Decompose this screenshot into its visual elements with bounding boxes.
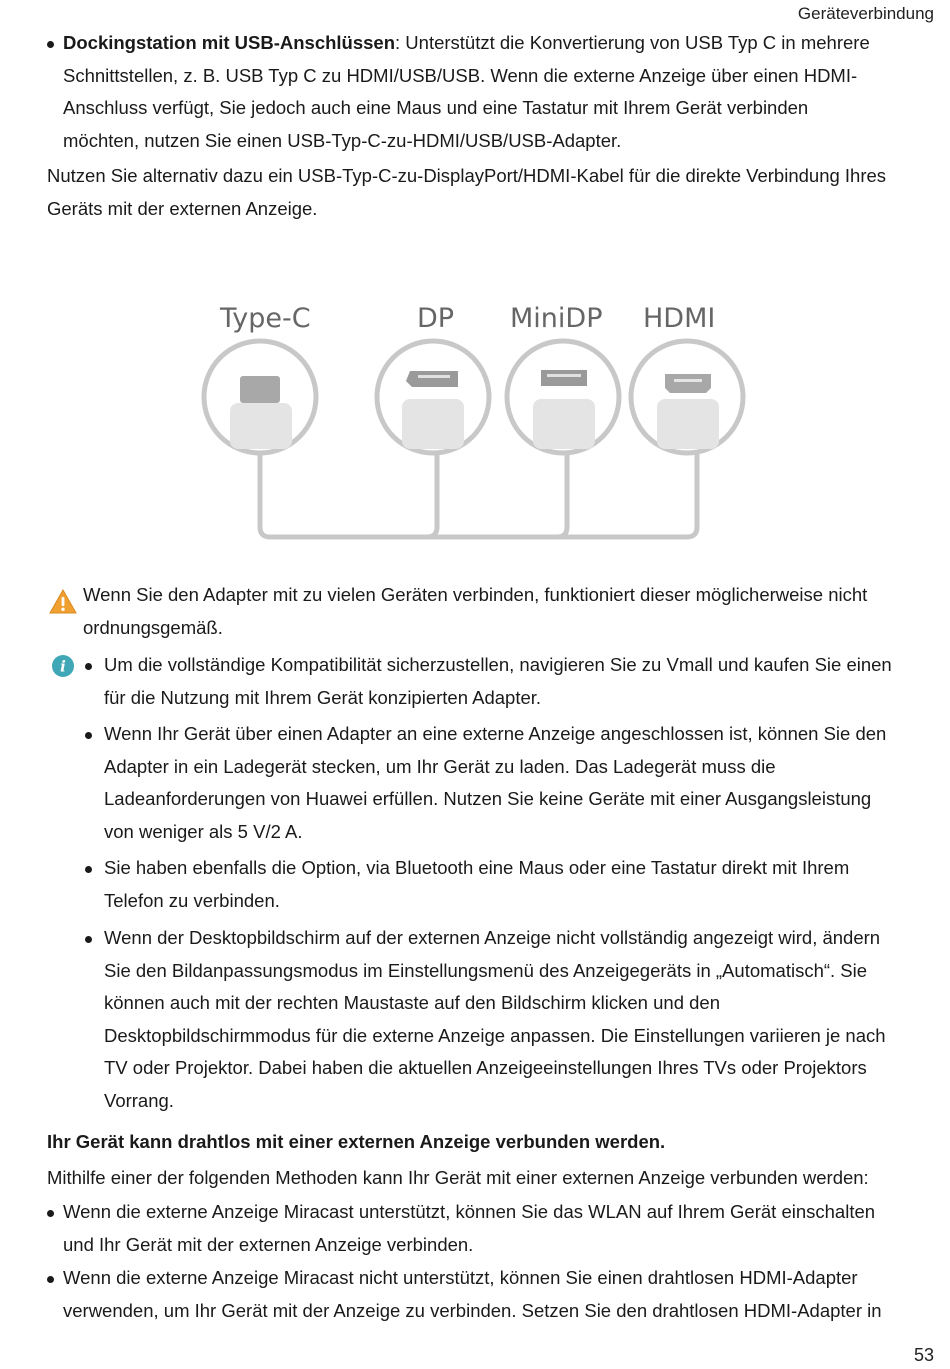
bullet-dot bbox=[85, 663, 92, 670]
intro-bullet-line: möchten, nutzen Sie einen USB-Typ-C-zu-HDMI/USB/USB-Adapter. bbox=[63, 129, 622, 151]
info-line: Vorrang. bbox=[104, 1089, 174, 1111]
plug-pins bbox=[674, 379, 702, 382]
info-item bbox=[104, 852, 934, 917]
info-line: von weniger als 5 V/2 A. bbox=[104, 820, 303, 842]
bullet-dot bbox=[47, 41, 54, 48]
connector-label-hdmi: HDMI bbox=[643, 303, 716, 334]
info-line: Sie haben ebenfalls die Option, via Bluetooth eine Maus oder eine Tastatur direkt mit Ihrem bbox=[104, 857, 850, 878]
plug-tip bbox=[406, 371, 458, 387]
plug-body bbox=[402, 399, 464, 449]
section-title: Geräteverbindung bbox=[797, 4, 934, 23]
bullet-dot bbox=[85, 732, 92, 739]
paragraph-line: Geräts mit der externen Anzeige. bbox=[47, 197, 318, 219]
plug-body bbox=[657, 399, 719, 449]
plug-pins bbox=[418, 375, 450, 378]
plug-body bbox=[230, 403, 292, 449]
connector-label-minidp: MiniDP bbox=[510, 303, 603, 334]
cable bbox=[427, 447, 437, 537]
intro-bullet bbox=[63, 27, 933, 157]
info-line: können auch mit der rechten Maustaste auf den Bildschirm klicken und den bbox=[104, 992, 720, 1013]
intro-bullet-line: : Unterstützt die Konvertierung von USB Typ C in mehrere bbox=[395, 32, 870, 53]
info-line: Ladeanforderungen von Huawei erfüllen. Nutzen Sie keine Geräte mit einer Ausgangsleistung bbox=[104, 788, 872, 809]
connector-diagram bbox=[190, 295, 760, 545]
info-line: Wenn Ihr Gerät über einen Adapter an eine externe Anzeige angeschlossen ist, können Sie den bbox=[104, 723, 887, 744]
plug-body bbox=[533, 399, 595, 449]
cable bbox=[557, 447, 567, 537]
intro-bullet-line: Schnittstellen, z. B. USB Typ C zu HDMI/USB/USB. Wenn die externe Anzeige über einen HDMI- bbox=[63, 64, 858, 86]
plug-tip bbox=[541, 370, 587, 386]
page-number: 53 bbox=[913, 1345, 934, 1365]
info-line: Telefon zu verbinden. bbox=[104, 889, 280, 911]
info-line: TV oder Projektor. Dabei haben die aktuellen Anzeigeeinstellungen Ihres TVs oder Projektors bbox=[104, 1057, 867, 1078]
connector-label-dp: DP bbox=[417, 303, 455, 334]
wireless-intro: Mithilfe einer der folgenden Methoden kann Ihr Gerät mit einer externen Anzeige verbunden werden: bbox=[47, 1167, 869, 1188]
wireless-line: Wenn die externe Anzeige Miracast nicht unterstützt, können Sie einen drahtlosen HDMI-Adapter bbox=[63, 1267, 858, 1288]
connector-label-type-c: Type-C bbox=[220, 303, 311, 334]
bullet-dot bbox=[47, 1276, 54, 1283]
section-heading: Ihr Gerät kann drahtlos mit einer externen Anzeige verbunden werden. bbox=[47, 1131, 666, 1152]
warning-line: Wenn Sie den Adapter mit zu vielen Geräten verbinden, funktioniert dieser möglicherweise nicht bbox=[83, 584, 868, 605]
bullet-dot bbox=[85, 936, 92, 943]
info-line: für die Nutzung mit Ihrem Gerät konzipierten Adapter. bbox=[104, 686, 542, 708]
info-item bbox=[104, 649, 934, 714]
wireless-item bbox=[63, 1262, 933, 1327]
plug-tip bbox=[665, 374, 711, 393]
info-item bbox=[104, 718, 934, 848]
info-line: Adapter in ein Ladegerät stecken, um Ihr Gerät zu laden. Das Ladegerät muss die bbox=[104, 755, 776, 777]
info-line: Sie den Bildanpassungsmodus im Einstellungsmenü des Anzeigegeräts in „Automatisch“. Sie bbox=[104, 959, 868, 981]
plug-pins bbox=[547, 374, 581, 377]
cable bbox=[260, 447, 697, 537]
info-line: Um die vollständige Kompatibilität sicherzustellen, navigieren Sie zu Vmall und kaufen Sie einen bbox=[104, 654, 892, 675]
info-line: Desktopbildschirmmodus für die externe Anzeige anpassen. Die Einstellungen variieren je nach bbox=[104, 1024, 886, 1046]
bullet-dot bbox=[47, 1210, 54, 1217]
warning-icon bbox=[49, 589, 77, 614]
info-icon bbox=[51, 654, 75, 678]
svg-text:i: i bbox=[60, 657, 66, 676]
intro-bullet-bold: Dockingstation mit USB-Anschlüssen bbox=[63, 32, 396, 53]
wireless-item bbox=[63, 1196, 933, 1261]
intro-paragraph bbox=[47, 160, 927, 225]
warning-line: ordnungsgemäß. bbox=[83, 616, 223, 638]
info-line: Wenn der Desktopbildschirm auf der externen Anzeige nicht vollständig angezeigt wird, ändern bbox=[104, 927, 881, 948]
wireless-line: Wenn die externe Anzeige Miracast unterstützt, können Sie das WLAN auf Ihrem Gerät einschalten bbox=[63, 1201, 876, 1222]
paragraph-line: Nutzen Sie alternativ dazu ein USB-Typ-C-zu-DisplayPort/HDMI-Kabel für die direkte Verbindung Ihres bbox=[47, 165, 887, 186]
wireless-line: verwenden, um Ihr Gerät mit der Anzeige zu verbinden. Setzen Sie den drahtlosen HDMI-Adapter in bbox=[63, 1299, 882, 1321]
bullet-dot bbox=[85, 866, 92, 873]
warning-text bbox=[83, 579, 933, 644]
wireless-line: und Ihr Gerät mit der externen Anzeige verbinden. bbox=[63, 1233, 474, 1255]
intro-bullet-line: Anschluss verfügt, Sie jedoch auch eine Maus und eine Tastatur mit Ihrem Gerät verbinden bbox=[63, 97, 809, 118]
plug-tip bbox=[240, 376, 280, 403]
info-item bbox=[104, 922, 934, 1117]
